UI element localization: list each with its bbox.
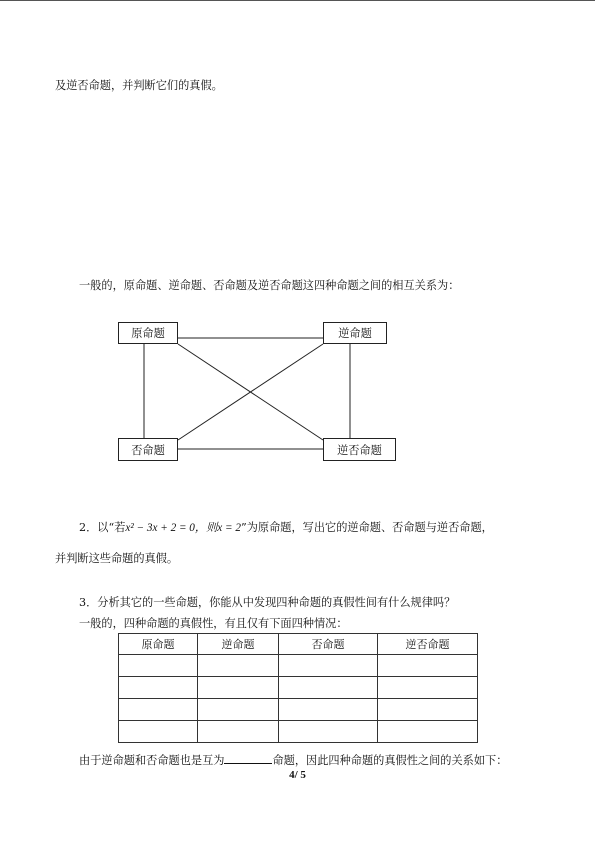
table-row xyxy=(119,699,478,721)
question-2-line-1 xyxy=(79,521,493,535)
table-cell xyxy=(279,655,378,677)
table-header-row xyxy=(119,634,478,655)
header-contrapositive: 逆否命题 xyxy=(378,634,478,655)
header-original: 原命题 xyxy=(119,634,198,655)
table-cell xyxy=(198,655,279,677)
question-2-line-2: 并判断这些命题的真假。 xyxy=(55,552,179,565)
closing-before-blank: 由于逆命题和否命题也是互为 xyxy=(79,754,225,767)
question-2-prefix: 2．以“若 xyxy=(79,521,126,534)
table-cell xyxy=(119,699,198,721)
box-contrapositive-proposition: 逆否命题 xyxy=(323,438,396,461)
table-cell xyxy=(279,699,378,721)
table-cell xyxy=(378,721,478,743)
header-converse: 逆命题 xyxy=(198,634,279,655)
box-converse-proposition: 逆命题 xyxy=(323,322,387,344)
truth-value-table xyxy=(118,633,478,743)
table-cell xyxy=(378,655,478,677)
box-original-proposition: 原命题 xyxy=(118,322,178,344)
paragraph-continuation: 及逆否命题，并判断它们的真假。 xyxy=(55,79,223,92)
truth-table-intro: 一般的，四种命题的真假性，有且仅有下面四种情况： xyxy=(79,617,348,630)
table-row xyxy=(119,721,478,743)
table-cell xyxy=(119,655,198,677)
question-3-text: 3．分析其它的一些命题，你能从中发现四种命题的真假性间有什么规律吗？ xyxy=(79,596,456,609)
relation-intro-text: 一般的，原命题、逆命题、否命题及逆否命题这四种命题之间的相互关系为： xyxy=(79,279,460,292)
closing-after-blank: 命题，因此四种命题的真假性之间的关系如下： xyxy=(272,754,508,767)
page-number: 4/ 5 xyxy=(289,769,306,781)
table-cell xyxy=(119,721,198,743)
question-2-suffix: ”为原命题，写出它的逆命题、否命题与逆否命题， xyxy=(240,521,493,534)
question-2-math: x² − 3x + 2 = 0，则x = 2 xyxy=(125,522,241,534)
table-row xyxy=(119,655,478,677)
table-cell xyxy=(198,699,279,721)
table-cell xyxy=(378,677,478,699)
table-cell xyxy=(378,699,478,721)
table-cell xyxy=(279,721,378,743)
table-cell xyxy=(279,677,378,699)
box-inverse-proposition: 否命题 xyxy=(118,438,178,461)
table-cell xyxy=(198,677,279,699)
table-cell xyxy=(198,721,279,743)
table-cell xyxy=(119,677,198,699)
closing-sentence xyxy=(79,752,507,768)
table-row xyxy=(119,677,478,699)
fill-in-blank xyxy=(224,752,272,764)
header-inverse: 否命题 xyxy=(279,634,378,655)
